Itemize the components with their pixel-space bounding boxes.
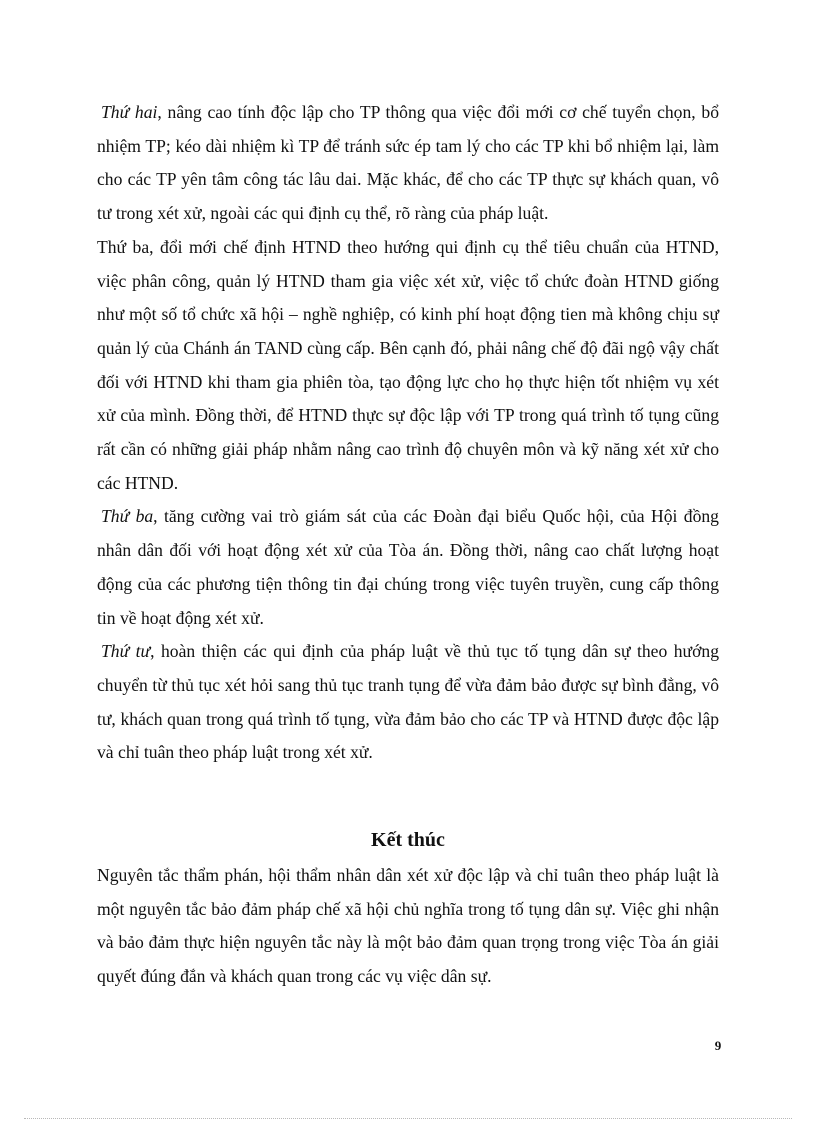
paragraph-text: , hoàn thiện các qui định của pháp luật về thủ tục tố tụng dân sự theo hướng chuyển từ thủ tục xét hỏi sang thủ tục tranh tụng để vừa đảm bảo được sự bình đẳng, vô tư, khách quan trong quá trình tố tụng, vừa đảm bảo cho các TP và HTND được độc lập và chỉ tuân theo pháp luật trong xét xử. xyxy=(97,641,719,763)
paragraph-text: Thứ ba, đổi mới chế định HTND theo hướng qui định cụ thể tiêu chuẩn của HTND, việc phân công, quản lý HTND tham gia việc xét xử, việc tổ chức đoàn HTND giống như một số tổ chức xã hội – nghề nghiệp, có kinh phí hoạt động tien mà không chịu sự quản lý của Chánh án TAND cùng cấp. Bên cạnh đó, phải nâng chế độ đãi ngộ vậy chất đối với HTND khi tham gia phiên tòa, tạo động lực cho họ thực hiện tốt nhiệm vụ xét xử của mình. Đồng thời, để HTND thực sự độc lập với TP trong quá trình tố tụng cũng rất cần có những giải pháp nhằm nâng cao trình độ chuyên môn và kỹ năng xét xử cho các HTND. xyxy=(97,236,719,493)
conclusion-section xyxy=(97,859,719,994)
paragraph-lead: Thứ hai xyxy=(101,102,158,122)
conclusion-paragraph: Nguyên tắc thẩm phán, hội thẩm nhân dân xét xử độc lập và chỉ tuân theo pháp luật là một nguyên tắc bảo đảm pháp chế xã hội chủ nghĩa trong tố tụng dân sự. Việc ghi nhận và bảo đảm thực hiện nguyên tắc này là một bảo đảm quan trọng trong việc Tòa án giải quyết đúng đắn và khách quan trong các vụ việc dân sự. xyxy=(97,865,719,987)
paragraph-second-solution xyxy=(97,96,719,231)
paragraph-third-solution-supervision xyxy=(97,500,719,635)
paragraph-lead: Thứ ba xyxy=(101,506,154,527)
solutions-section xyxy=(97,96,719,770)
paragraph-third-solution-htnd xyxy=(97,231,719,501)
footer-divider xyxy=(24,1118,792,1119)
paragraph-fourth-solution xyxy=(97,635,719,770)
conclusion-heading: Kết thúc xyxy=(371,829,445,851)
page-number: 9 xyxy=(714,1038,722,1053)
paragraph-lead: Thứ tư xyxy=(101,641,151,662)
paragraph-text: , tăng cường vai trò giám sát của các Đoàn đại biểu Quốc hội, của Hội đồng nhân dân đối với hoạt động xét xử của Tòa án. Đồng thời, nâng cao chất lượng hoạt động của các phương tiện thông tin đại chúng trong việc tuyên truyền, cung cấp thông tin về hoạt động xét xử. xyxy=(97,506,719,628)
paragraph-text: , nâng cao tính độc lập cho TP thông qua việc đổi mới cơ chế tuyển chọn, bổ nhiệm TP; kéo dài nhiệm kì TP để tránh sức ép tam lý cho các TP khi bổ nhiệm lại, làm cho các TP yên tâm công tác lâu dai. Mặc khác, để cho các TP thực sự khách quan, vô tư trong xét xử, ngoài các qui định cụ thể, rõ ràng của pháp luật. xyxy=(97,102,719,224)
